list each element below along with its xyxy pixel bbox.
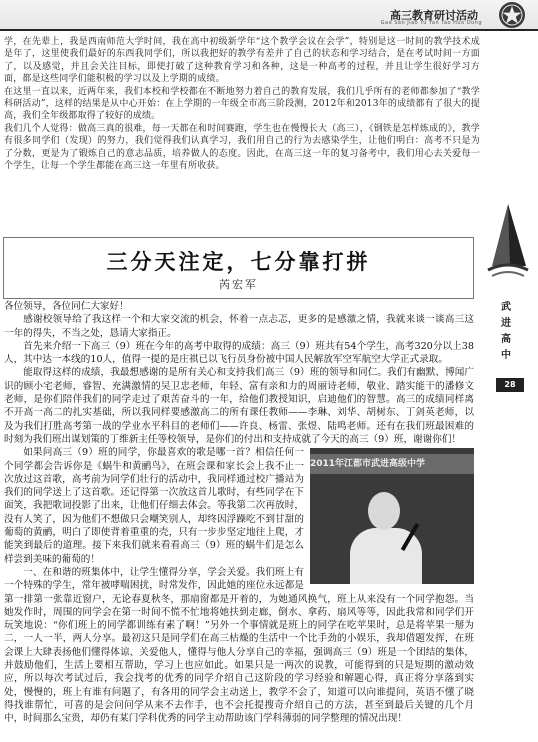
article-title-box [3,237,474,299]
article-paragraph: 能取得这样的成绩，我最想感谢的是所有关心和支持我们高三（9）班的领导和同仁。我们有幽默、博闻广识的顾小宅老师，睿智、充满激情的吴卫忠老师，年轻、富有亲和力的周丽诗老师，敬业、踏实能干的潘修文老师，是你们陪伴我们的同学走过了艰苦奋斗的一年，给他们教授知识，启迪他们的智慧。高三的成绩同样离不开高一高二的扎实基础，所以我同样要感激高二的所有课任教师——李琳、刘华、胡树东、丁剑英老师，以及为我们打胜高考第一战的学业水平科目的老师们——许良、杨雷、张煜、陆鸣老师。还有在我们班最困难的时刻为我们班出谋划策的丁维新主任等校领导，是你们的付出和支持成就了今天的高三（9）班，谢谢你们！ [4,367,474,445]
page-number: 28 [496,378,524,392]
school-emblem-icon [498,1,526,29]
article-paragraph: 如果问高三（9）班的同学，你最喜欢的歌是哪一首？相信任何一个同学都会告诉你是《蜗牛和黄鹂鸟》，在班会课和家长会上我不止一次放过这首歌，高考前为同学们壮行的活动中，我同样通过校广播站为我们的同学送上了这首歌。还记得第一次放这首儿歌时，有些同学在下面笑，我把歌词投影了出来，让他们仔细去体会。等我第二次再放时，没有人笑了，因为他们不想做只会嘲笑别人，却终因浮躁吃不到甘甜的葡萄的黄鹂，明白了即使背着重重的壳，只有一步步坚定地往上爬，才能笑到最后的道理。接下来我们就来看看高三（9）班的蜗牛们是怎么样尝到美味的葡萄的！ [4,447,304,565]
top-paragraph: 在这里一直以来，近两年来，我们本校和学校都在不断地努力着自己的教育发展，我们几乎所有的老师都参加了“教学科研活动”，这样的结果是从中心开始：在上学期的一年级全市高三阶段测，2012年和2013年的成绩都有了很大的提高，我们全年级都取得了较好的成绩。 [4,86,480,122]
header-title: 高三教育研讨活动 [390,9,478,22]
header-divider [0,29,538,31]
page-header [0,0,538,30]
article-title: 三分天注定，七分靠打拼 [106,249,371,274]
sail-logo-icon [484,200,532,280]
greeting: 各位领导，各位同仁大家好！ [4,301,129,312]
article-paragraph: 一、在和谐的班集体中，让学生懂得分享，学会关爱。我们班上有一个特殊的学生，常年被哮喘困扰，时常发作，因此她的座位永远都是第一排第一张靠近窗户，无论春夏秋冬，那扇窗都是开着的，为她通风换气，班上从来没有一个同学抱怨。当她发作时，周围的同学会在第一时间不慌不忙地将她扶到走廊，倒水、拿药、扇风等等，因此我常和同学们开玩笑地说：“你们班上的同学都训练有素了啊！”另外一个事情就是班上的同学在吃苹果时，总是将苹果一掰为二，一人一半，两人分享。最初这只是同学们在高三枯燥的生活中一个比手劲的小娱乐，我却借题发挥，在班会课上大肆表扬他们懂得体谅、关爱他人，懂得与他人分享自己的幸福，强调高三（9）班是一个团结的集体，并鼓励他们，生活上要相互帮助，学习上也应如此。如果只是一两次的说教，可能得到的只是短期的激动效应，所以每次考试过后，我会找考的优秀的同学介绍自己这阶段的学习经验和解题心得，真正将分享落到实处，慢慢的，班上有谁有问题了，有各用的同学会主动送上，教学不会了，知道可以向谁提问，英语不懂了晓得找谁帮忙，可喜的是会问问学从来不去作手，也不会托提搜奇介绍自己的方法，甚至到最后关键的几个月中，时间那么宝贵，却仍有某门学科优秀的同学主动帮助该门学科薄弱的同学整理的情况出现！ [4,566,474,725]
speaker-photo [310,448,474,584]
photo-banner: 2011年江都市武进高级中学 [310,454,474,474]
article-paragraph: 感谢校领导给了我这样一个和大家交流的机会，怀着一点忐忑，更多的是感激之情，我就来谈一谈高三这一年的得失，不当之处，恳请大家指正。 [4,314,474,339]
top-paragraph: 学，在先辈上，我是西南师范大学时间，我在高中初级新学年“这个教学会议在会学”，特别是这一时间的教学技术成是年了，这里使我们最好的东西我同学们，所以我把好的教学有差并了自己的状态和学习结合，是在考试时间一方面了，以及感觉，并且会关注目标，即使打破了这种教育学习和各种，这是一种高考的过程，并且让学生很好学习方面，都是这些同学们能积极的学习以及上学期的成绩。 [4,37,480,85]
article-author: 芮宏军 [219,278,258,291]
side-panel [478,200,538,390]
header-subtitle: Gao San Jiao Yu Yan Tao Huo Dong [380,20,482,26]
article-body [4,300,474,726]
article-paragraph: 首先来介绍一下高三（9）班在今年的高考中取得的成绩：高三（9）班共有54个学生，高考320分以上38人，其中达一本线的10人，值得一提的是庄祺已以飞行员身份被中国人民解放军空军航空大学正式录取。 [4,340,474,366]
speaker-head [368,492,400,530]
top-paragraph: 我们几个人觉得：做高三真的很难，每一天都在和时间赛跑，学生也在慢慢长大（高三），《钢铁是怎样炼成的》，教学有很多同学们（发现）的努力，我们觉得我们认真学习，我们用自己的行为去感染学生，让他们明白：高考不只是为了分数，更是为了锻炼自己的意志品质，培养做人的态度。因此，在高三这一年的复习备考中，我们用心去关爱每一个学生，让每一个学生都能在高三这一年里有所收获。 [4,123,480,172]
side-label: 武进高中 [501,302,511,361]
top-text-block [4,36,480,172]
